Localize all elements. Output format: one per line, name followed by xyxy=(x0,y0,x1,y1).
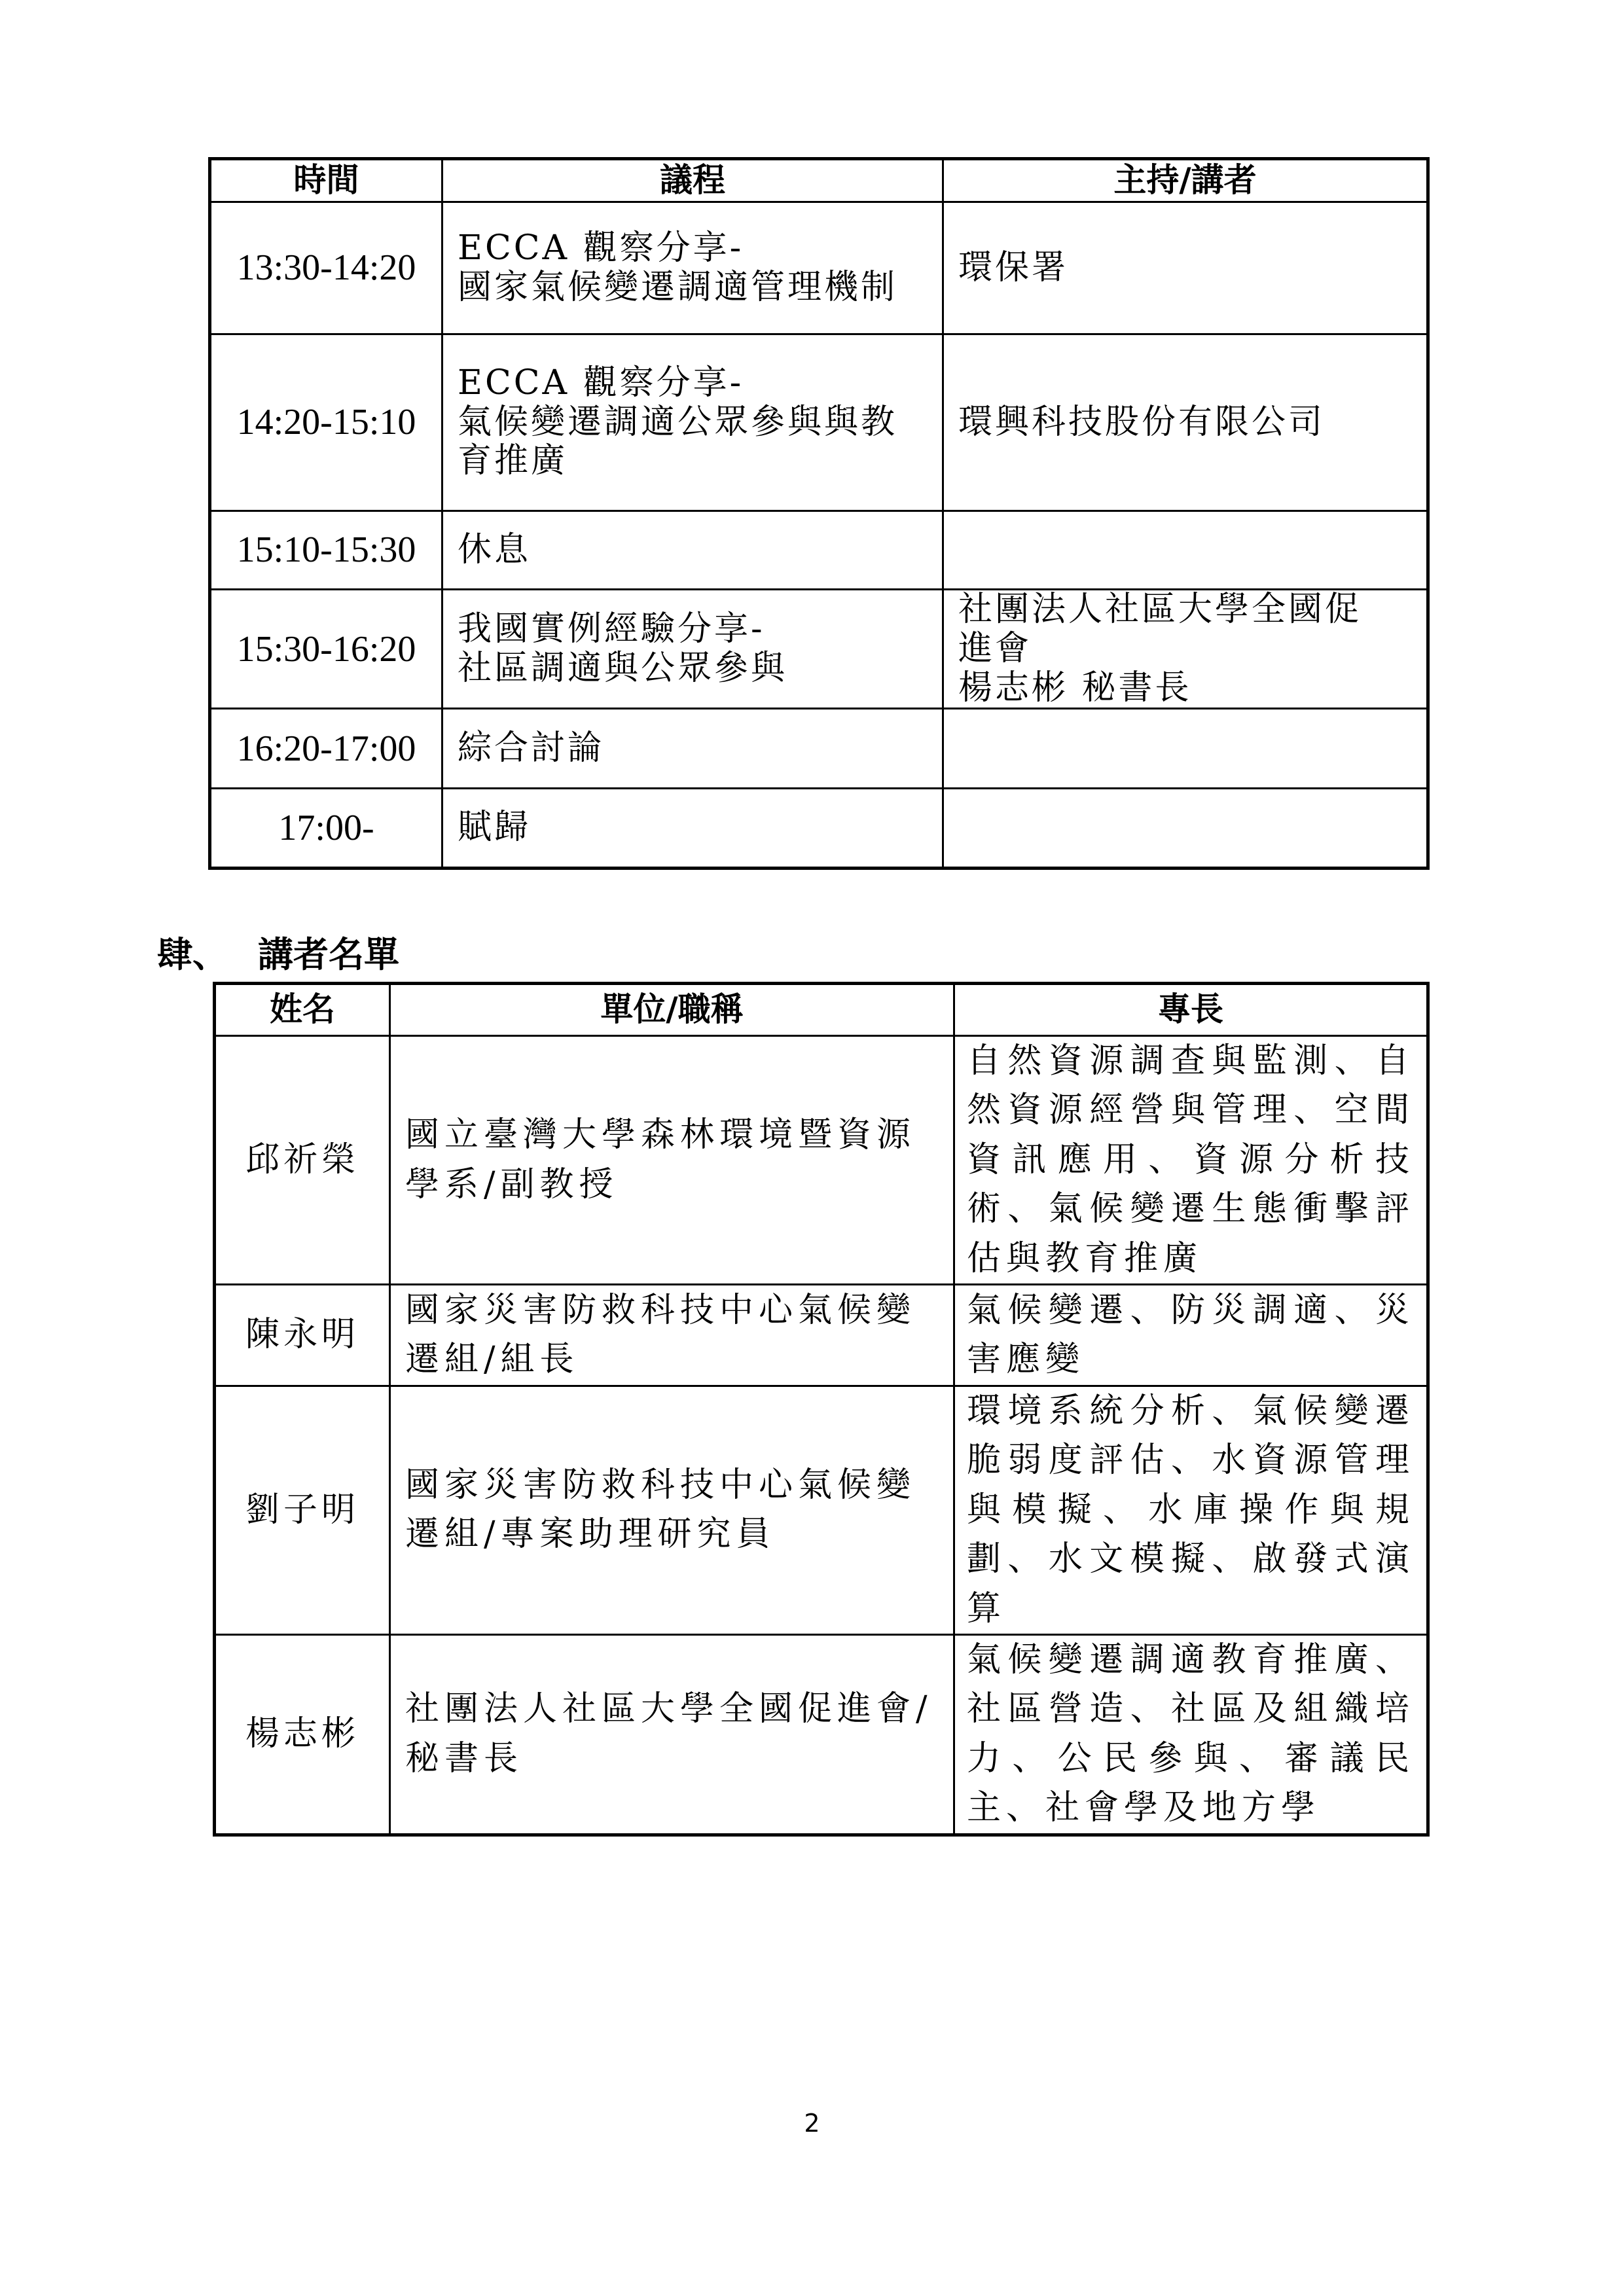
speaker-name: 邱祈榮 xyxy=(215,1036,390,1285)
speakers-table xyxy=(213,982,1430,1837)
section-number: 肆、 xyxy=(157,934,228,975)
agenda-host xyxy=(943,789,1428,869)
agenda-table xyxy=(208,157,1430,870)
speaker-row xyxy=(215,1634,1428,1835)
agenda-row xyxy=(210,202,1428,334)
agenda-row xyxy=(210,334,1428,511)
speakers-header-name: 姓名 xyxy=(215,984,390,1036)
agenda-row xyxy=(210,789,1428,869)
speakers-section-heading xyxy=(157,934,399,975)
agenda-topic-line: 育推廣 xyxy=(458,441,568,481)
section-title: 講者名單 xyxy=(258,934,399,975)
agenda-topic-line: 國家氣候變遷調適管理機制 xyxy=(458,267,898,307)
speakers-header-row xyxy=(215,984,1428,1036)
speaker-unit: 國家災害防救科技中心氣候變遷組/組長 xyxy=(390,1285,954,1386)
speaker-expertise: 自然資源調查與監測、自然資源經營與管理、空間資訊應用、資源分析技術、氣候變遷生態衝擊評估與教育推廣 xyxy=(954,1036,1428,1285)
agenda-row xyxy=(210,709,1428,789)
speaker-unit: 社團法人社區大學全國促進會/秘書長 xyxy=(390,1634,954,1835)
speaker-expertise: 氣候變遷調適教育推廣、社區營造、社區及組織培力、公民參與、審議民主、社會學及地方學 xyxy=(954,1634,1428,1835)
agenda-row xyxy=(210,590,1428,709)
agenda-host xyxy=(943,334,1428,511)
agenda-topic xyxy=(442,709,943,789)
agenda-topic xyxy=(442,590,943,709)
speakers-header-unit: 單位/職稱 xyxy=(390,984,954,1036)
agenda-topic-line: 社區調適與公眾參與 xyxy=(458,648,788,688)
agenda-header-topic: 議程 xyxy=(442,159,943,202)
agenda-topic-line: 氣候變遷調適公眾參與與教 xyxy=(458,402,898,442)
agenda-host xyxy=(943,202,1428,334)
agenda-topic xyxy=(442,334,943,511)
agenda-host-line: 進會 xyxy=(958,628,1032,668)
agenda-time: 15:10-15:30 xyxy=(210,511,442,590)
agenda-host-line: 環興科技股份有限公司 xyxy=(958,402,1326,442)
agenda-host xyxy=(943,709,1428,789)
agenda-topic-line: 綜合討論 xyxy=(458,728,605,768)
speaker-row xyxy=(215,1386,1428,1635)
agenda-time: 16:20-17:00 xyxy=(210,709,442,789)
agenda-topic-line: 休息 xyxy=(458,529,532,569)
agenda-time: 17:00- xyxy=(210,789,442,869)
agenda-topic xyxy=(442,202,943,334)
speaker-unit: 國家災害防救科技中心氣候變遷組/專案助理研究員 xyxy=(390,1386,954,1635)
speaker-name: 陳永明 xyxy=(215,1285,390,1386)
speaker-name: 劉子明 xyxy=(215,1386,390,1635)
agenda-topic-line: ECCA 觀察分享- xyxy=(458,363,744,403)
agenda-time: 13:30-14:20 xyxy=(210,202,442,334)
agenda-topic-line: 我國實例經驗分享- xyxy=(458,609,765,649)
agenda-topic-line: 賦歸 xyxy=(458,808,532,848)
speaker-expertise: 環境系統分析、氣候變遷脆弱度評估、水資源管理與模擬、水庫操作與規劃、水文模擬、啟發式演算 xyxy=(954,1386,1428,1635)
speakers-header-expertise: 專長 xyxy=(954,984,1428,1036)
agenda-time: 15:30-16:20 xyxy=(210,590,442,709)
agenda-topic-line: ECCA 觀察分享- xyxy=(458,228,744,268)
agenda-host-line: 社團法人社區大學全國促 xyxy=(958,590,1362,629)
speaker-row xyxy=(215,1036,1428,1285)
agenda-topic xyxy=(442,511,943,590)
agenda-row xyxy=(210,511,1428,590)
speaker-name: 楊志彬 xyxy=(215,1634,390,1835)
agenda-header-row xyxy=(210,159,1428,202)
agenda-header-time: 時間 xyxy=(210,159,442,202)
agenda-time: 14:20-15:10 xyxy=(210,334,442,511)
speaker-unit: 國立臺灣大學森林環境暨資源學系/副教授 xyxy=(390,1036,954,1285)
agenda-header-host: 主持/講者 xyxy=(943,159,1428,202)
agenda-host xyxy=(943,590,1428,709)
agenda-host xyxy=(943,511,1428,590)
speaker-row xyxy=(215,1285,1428,1386)
agenda-host-line: 環保署 xyxy=(958,247,1069,287)
speaker-expertise: 氣候變遷、防災調適、災害應變 xyxy=(954,1285,1428,1386)
agenda-host-line: 楊志彬 秘書長 xyxy=(958,668,1192,708)
agenda-topic xyxy=(442,789,943,869)
page-number: 2 xyxy=(804,2109,820,2138)
